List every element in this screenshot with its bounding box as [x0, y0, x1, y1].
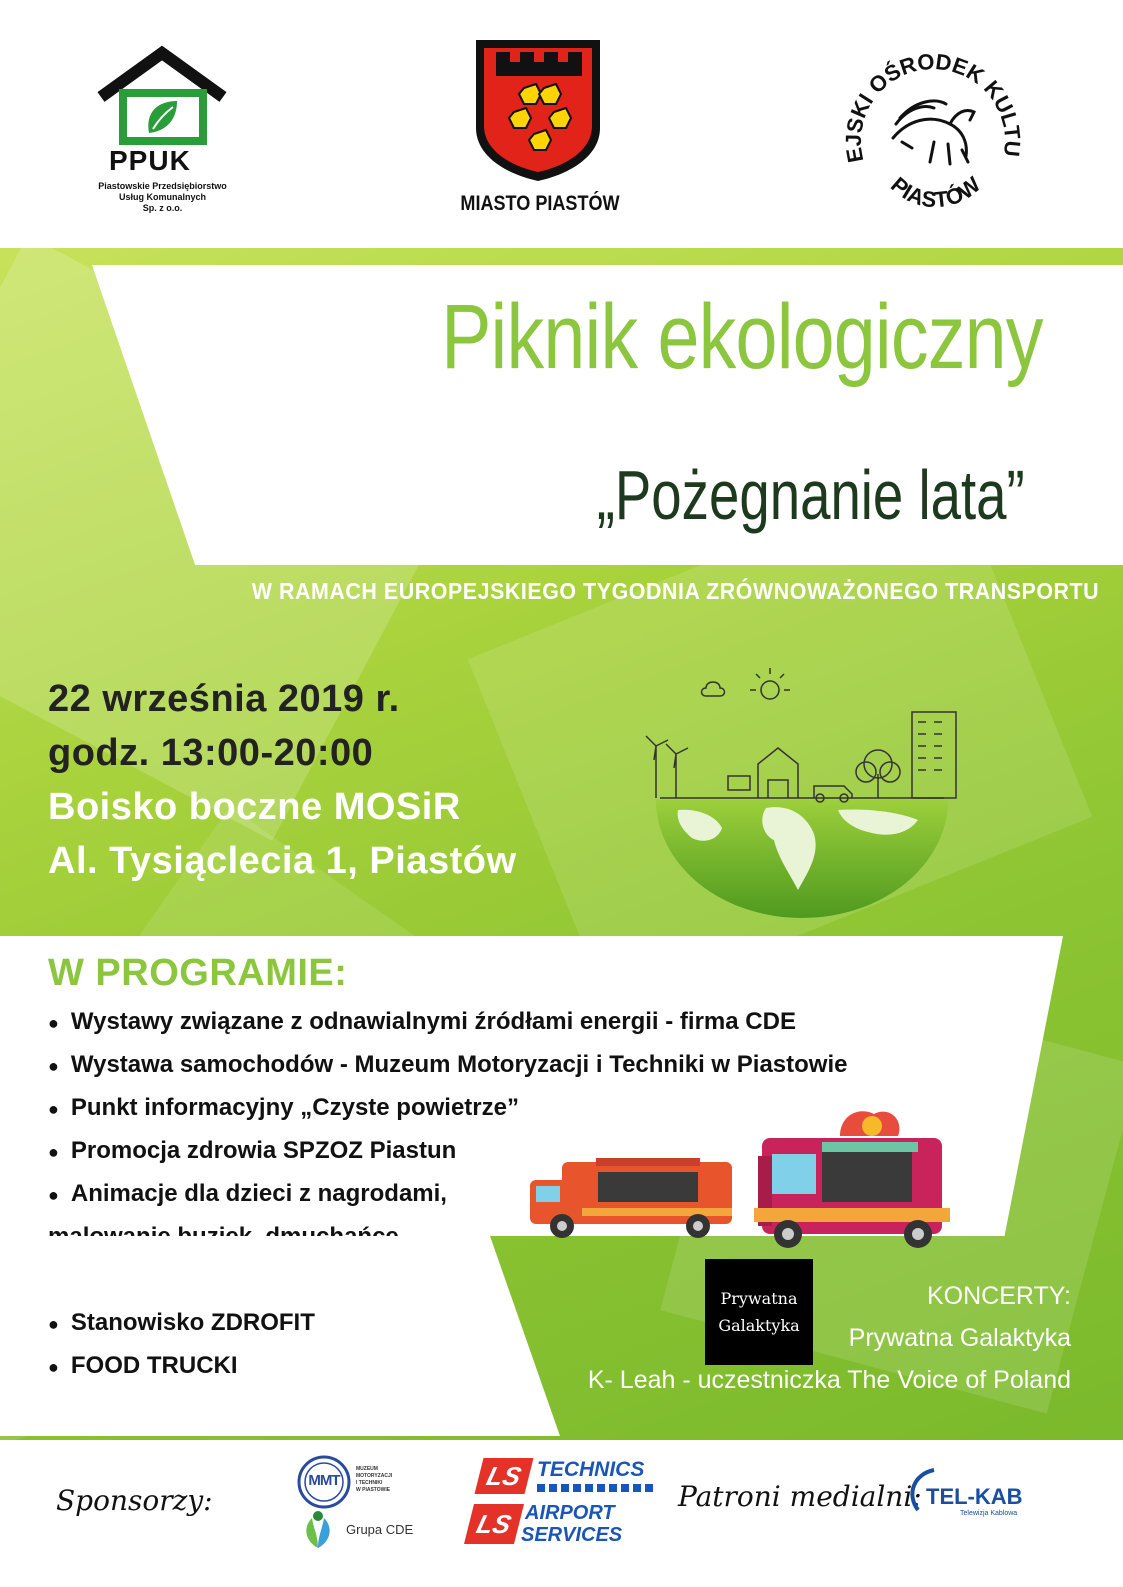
program-item [48, 1309, 315, 1337]
ppuk-line1: Piastowskie Przedsiębiorstwo [98, 181, 227, 191]
museum-logo [296, 1454, 406, 1514]
band-logo [705, 1259, 813, 1365]
ppuk-title: PPUK [109, 145, 191, 176]
svg-text:PIASTÓW [886, 172, 985, 213]
event-subtitle: „Pożegnanie lata” [597, 456, 1025, 534]
ppuk-line3: Sp. z o.o. [142, 203, 183, 213]
museum-line2: MOTORYZACJI [356, 1473, 393, 1479]
ppuk-house-icon [95, 45, 230, 145]
culture-arc-top: EJSKI OŚRODEK KULTU [840, 48, 1026, 165]
museum-line4: W PIASTOWIE [356, 1487, 391, 1493]
framework-text: W RAMACH EUROPEJSKIEGO TYGODNIA ZRÓWNOWAŻONEGO TRANSPORTU [251, 578, 1099, 604]
concert-item: K- Leah - uczestniczka The Voice of Poland [587, 1366, 1071, 1394]
bullet-icon: ● [48, 1185, 59, 1205]
bullet-icon: ● [48, 1314, 59, 1334]
program-title: W PROGRAMIE: [48, 952, 348, 994]
program-item [48, 1094, 519, 1122]
event-title: Piknik ekologiczny [441, 286, 1043, 388]
city-label: MIASTO PIASTÓW [460, 192, 620, 215]
program-item-text: Wystawa samochodów - Muzeum Motoryzacji i Techniki w Piastowie [70, 1051, 848, 1078]
ls-technics-mark: LS [475, 1458, 534, 1494]
coat-of-arms-icon [440, 38, 640, 183]
eco-globe-illustration [638, 668, 968, 920]
culture-center-logo [838, 38, 1028, 228]
city-logo [440, 38, 640, 218]
eco-globe-icon [638, 668, 968, 920]
event-place: Boisko boczne MOSiR [48, 786, 461, 828]
program-item [48, 1137, 456, 1165]
concert-item: Prywatna Galaktyka [848, 1324, 1071, 1352]
telkab-sub: Telewizja Kablowa [960, 1510, 1018, 1517]
header [0, 0, 1123, 250]
footer [0, 1440, 1123, 1587]
ls-airport-mark: LS [464, 1504, 524, 1544]
bullet-icon: ● [48, 1013, 59, 1033]
museum-line1: MUZEUM [356, 1466, 378, 1472]
cde-label: Grupa CDE [346, 1522, 414, 1537]
program-item [48, 1352, 238, 1380]
band-logo-line2: Galaktyka [718, 1316, 800, 1335]
bullet-icon: ● [48, 1056, 59, 1076]
program-item-text: FOOD TRUCKI [70, 1352, 238, 1379]
event-date: 22 września 2019 r. [48, 678, 400, 720]
concerts-title: KONCERTY: [926, 1282, 1071, 1310]
museum-mark: MMT [308, 1472, 340, 1489]
museum-line3: I TECHNIKI [356, 1480, 383, 1486]
program-item-text: Punkt informacyjny „Czyste powietrze” [70, 1094, 519, 1121]
program-item-text: Wystawy związane z odnawialnymi źródłami energii - firma CDE [70, 1008, 796, 1035]
patrons-label: Patroni medialni: [678, 1480, 922, 1513]
ppuk-line2: Usług Komunalnych [118, 192, 206, 202]
band-logo-line1: Prywatna [720, 1289, 798, 1308]
program-item-text: Animacje dla dzieci z nagrodami, [70, 1180, 447, 1207]
ls-services-label: SERVICES [521, 1524, 623, 1546]
food-trucks-illustration [522, 1096, 952, 1251]
sponsors-label: Sponsorzy: [56, 1484, 213, 1517]
ls-technics-label: TECHNICS [537, 1458, 645, 1481]
event-hours: godz. 13:00-20:00 [48, 732, 374, 774]
program-item-text: Promocja zdrowia SPZOZ Piastun [70, 1137, 457, 1164]
cde-logo [296, 1508, 426, 1552]
telkab-logo [904, 1466, 1044, 1526]
ls-logo [465, 1458, 665, 1554]
cde-leaf-icon [296, 1508, 340, 1552]
ls-airport-label: AIRPORT [525, 1502, 615, 1524]
bullet-icon: ● [48, 1142, 59, 1162]
program-item [48, 1008, 796, 1036]
program-item [48, 1180, 447, 1208]
telkab-name: TEL-KAB [926, 1484, 1023, 1509]
program-item-text: Stanowisko ZDROFIT [70, 1309, 315, 1336]
bullet-icon: ● [48, 1357, 59, 1377]
ls-technics-stripes [537, 1484, 655, 1492]
culture-center-seal-icon [838, 38, 1028, 228]
culture-arc-bottom: PIASTÓW [886, 171, 986, 213]
event-address: Al. Tysiąclecia 1, Piastów [48, 840, 517, 882]
program-item [48, 1051, 847, 1079]
bullet-icon: ● [48, 1099, 59, 1119]
food-truck-icon [522, 1096, 952, 1251]
ppuk-logo [95, 45, 230, 215]
